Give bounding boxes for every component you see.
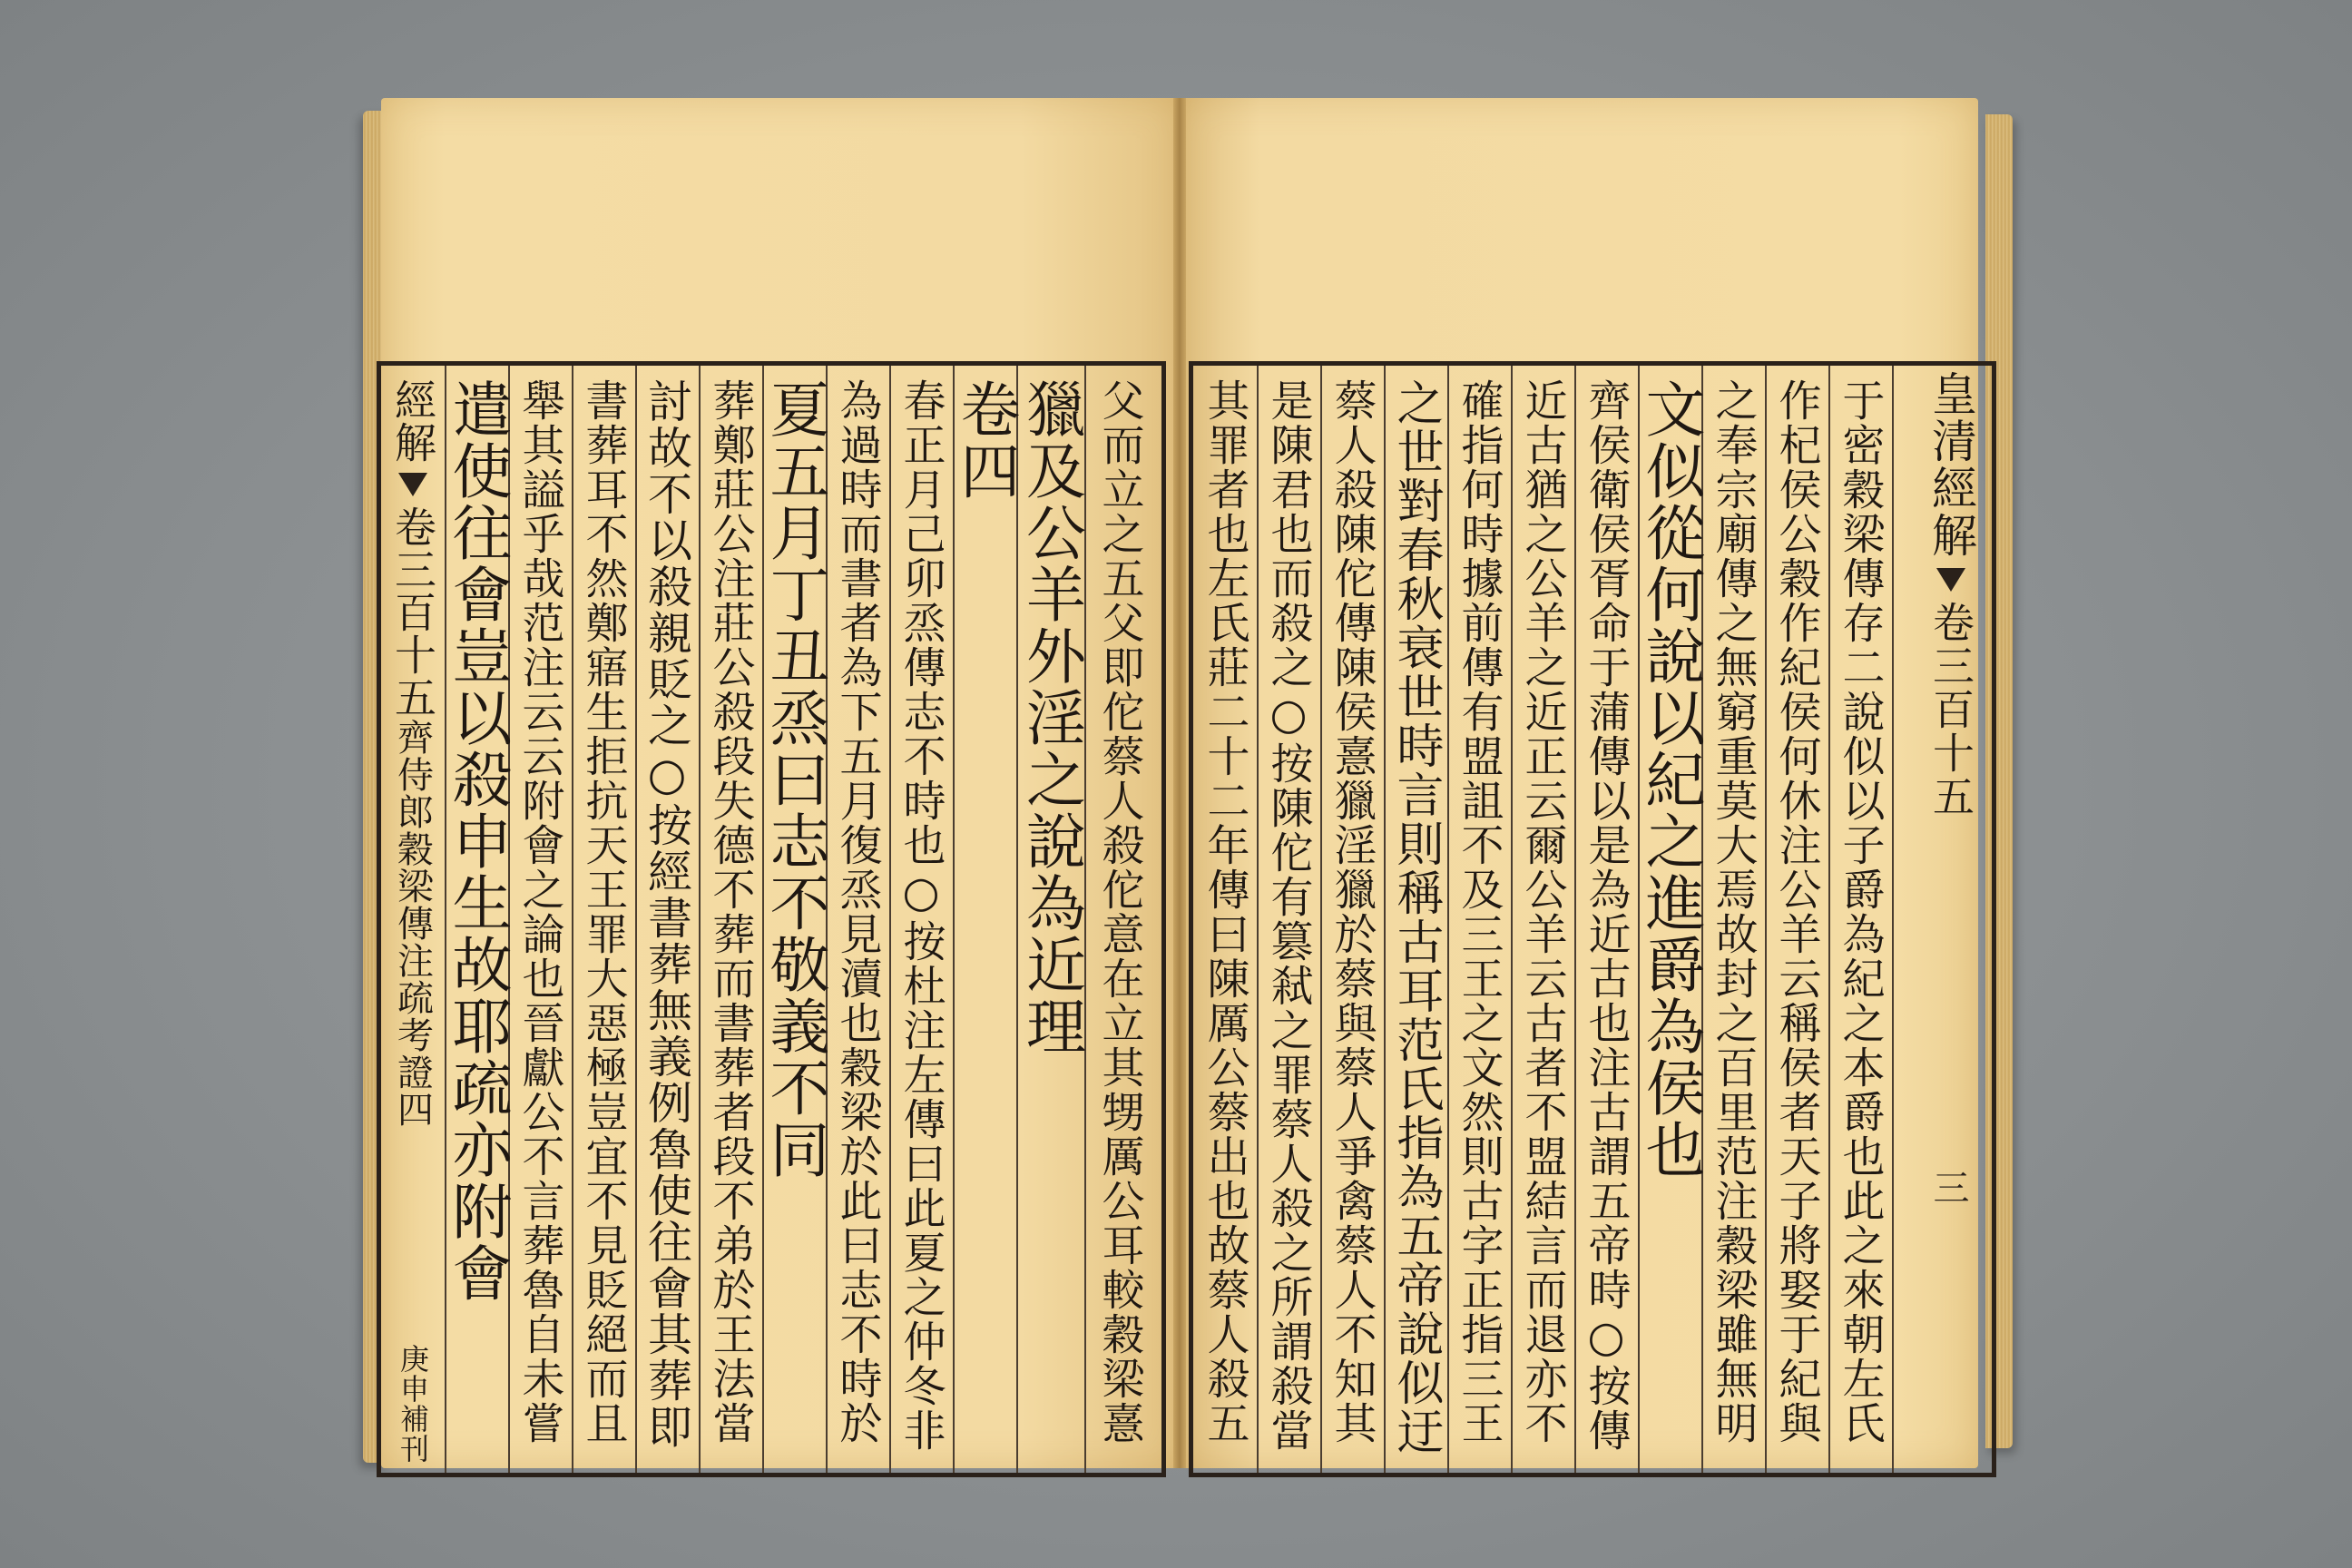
right-header-title: 皇清經解 bbox=[1925, 370, 1977, 559]
text-column-content: 近古猶之公羊之近正云爾公羊云古者不盟結言而退亦不 bbox=[1517, 378, 1568, 1446]
text-column bbox=[1701, 378, 1765, 1460]
text-column bbox=[826, 378, 889, 1460]
text-column bbox=[950, 378, 1020, 1460]
text-column bbox=[1574, 378, 1638, 1460]
text-column bbox=[572, 378, 635, 1460]
text-column bbox=[1320, 378, 1384, 1460]
text-column bbox=[1085, 378, 1154, 1460]
left-page-frame bbox=[377, 361, 1166, 1477]
fishtail-mark bbox=[1936, 568, 1965, 592]
text-column-content: 是陳君也而殺之○按陳佗有篡弒之罪蔡人殺之所謂殺當 bbox=[1263, 378, 1314, 1453]
text-column-content: 作杞侯公穀作紀侯何休注公羊云稱侯者天子將娶于紀與 bbox=[1771, 378, 1822, 1446]
text-column-content: 夏五月丁丑烝曰志不敬義不同 bbox=[760, 378, 829, 1181]
center-column-note: 庚申補刊 bbox=[396, 1344, 430, 1464]
text-column bbox=[889, 378, 953, 1460]
text-column bbox=[760, 378, 829, 1460]
text-column bbox=[442, 378, 512, 1460]
right-page-frame bbox=[1189, 361, 1996, 1477]
text-column-content: 之世對春秋衰世時言則稱古耳范氏指為五帝說似迂 bbox=[1388, 378, 1443, 1456]
right-page-number: 三 bbox=[1927, 1169, 1969, 1205]
center-column-volume: 卷三百十五 bbox=[388, 505, 437, 719]
text-column-content: 蔡人殺陳佗傳陳侯憙獵淫獵於蔡與蔡人爭禽蔡人不知其 bbox=[1327, 378, 1377, 1446]
fishtail-mark bbox=[398, 473, 427, 496]
text-column bbox=[1511, 378, 1574, 1460]
book-gutter bbox=[1173, 98, 1186, 1468]
text-column bbox=[1635, 378, 1705, 1460]
text-column-content: 卷四 bbox=[950, 378, 1020, 502]
text-column bbox=[635, 378, 699, 1460]
text-column bbox=[1384, 378, 1447, 1460]
text-column-content: 春正月己卯烝傳志不時也○按杜注左傳曰此夏之仲冬非 bbox=[896, 378, 946, 1453]
text-column bbox=[1828, 378, 1892, 1460]
text-column bbox=[699, 378, 762, 1460]
text-column-content: 文似從何說以紀之進爵為侯也 bbox=[1635, 378, 1705, 1181]
text-column-content: 確指何時據前傳有盟詛不及三王之文然則古字正指三王 bbox=[1454, 378, 1504, 1446]
text-column-content: 父而立之五父即佗蔡人殺佗意在立其甥厲公耳較穀梁憙 bbox=[1094, 378, 1145, 1446]
open-book bbox=[363, 98, 1996, 1477]
text-column bbox=[508, 378, 572, 1460]
text-column-content: 其罪者也左氏莊二十二年傳曰陳厲公蔡出也故蔡人殺五 bbox=[1200, 378, 1250, 1446]
text-column bbox=[1765, 378, 1828, 1460]
right-header-volume: 卷三百十五 bbox=[1926, 601, 1975, 818]
text-column-content: 討故不以殺親貶之○按經書葬無義例魯使往會其葬即 bbox=[641, 378, 693, 1450]
text-column bbox=[1447, 378, 1511, 1460]
text-column bbox=[1016, 378, 1084, 1460]
text-column bbox=[1257, 378, 1320, 1460]
text-column-content: 遣使往會豈以殺申生故耶疏亦附會 bbox=[442, 378, 512, 1304]
text-column-content: 為過時而書者為下五月復烝見瀆也穀梁於此曰志不時於 bbox=[832, 378, 883, 1446]
text-column-content: 書葬耳不然鄭寤生拒抗天王罪大惡極豈宜不見貶絕而且 bbox=[578, 378, 629, 1446]
text-column-content: 齊侯衛侯胥命于蒲傳以是為近古也注古謂五帝時○按傳 bbox=[1581, 378, 1632, 1453]
text-column-content: 舉其謚乎哉范注云云附會之論也晉獻公不言葬魯自未嘗 bbox=[514, 378, 565, 1446]
text-column-content: 之奉宗廟傳之無窮重莫大焉故封之百里范注穀梁雖無明 bbox=[1708, 378, 1759, 1446]
center-column-title: 經解 bbox=[388, 378, 437, 464]
center-column-note-wrap bbox=[381, 1200, 445, 1464]
text-column-content: 于密穀梁傳存二說似以子爵為紀之本爵也此之來朝左氏 bbox=[1835, 378, 1886, 1446]
column-rule bbox=[1892, 366, 1894, 1473]
text-column-content: 獵及公羊外淫之說為近理 bbox=[1015, 378, 1086, 1057]
right-center-column bbox=[1915, 370, 1987, 818]
text-column bbox=[1193, 378, 1257, 1460]
center-column-subtitle: 齊侍郎穀梁傳注疏考證 bbox=[391, 719, 434, 1091]
text-column-content: 葬鄭莊公注莊公殺段失德不葬而書葬者段不弟於王法當 bbox=[705, 378, 756, 1446]
center-column-page: 四 bbox=[391, 1091, 434, 1128]
